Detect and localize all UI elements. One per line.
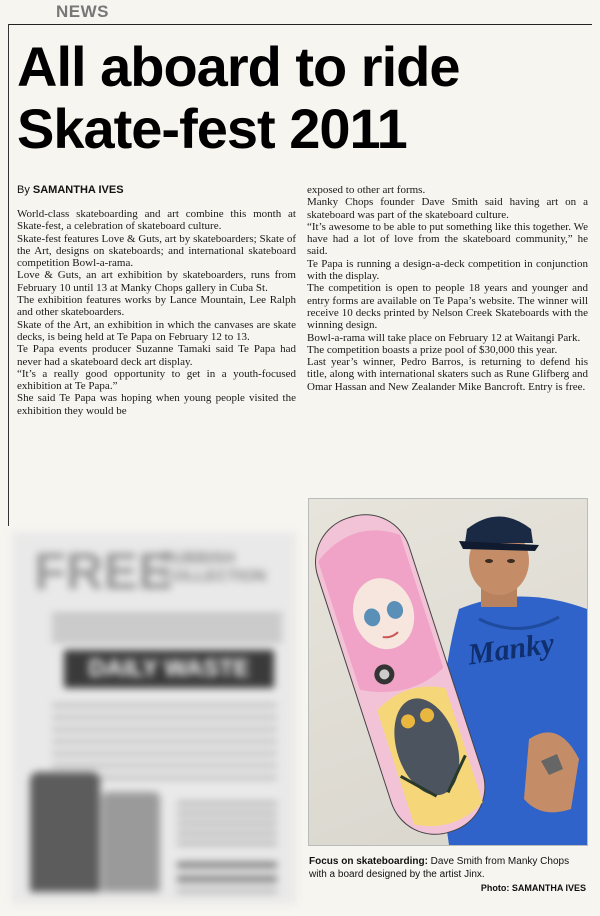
byline — [17, 184, 124, 196]
ad-wheelie-bin-light — [102, 792, 160, 892]
article-paragraph: World-class skateboarding and art combine this month at Skate-fest, a celebration of skateboard culture. — [17, 208, 296, 233]
top-rule — [8, 24, 592, 25]
headline-line-1: All aboard to ride — [17, 35, 460, 98]
article-paragraph: Skate of the Art, an exhibition in which the canvases are skate decks, is being held at Te Papa on February 12 to 13. — [17, 318, 296, 343]
caption-text: Dave Smith from Manky Chops with a board designed by the artist Jinx. — [309, 856, 570, 880]
headline — [17, 36, 592, 160]
advertisement-blurred — [12, 532, 296, 904]
byline-prefix: By — [17, 184, 30, 196]
article-column-left — [17, 208, 296, 417]
ad-bullets — [177, 802, 277, 852]
photo-illustration — [309, 499, 587, 845]
ad-rubbish-text: RUBBISH COLLECTION — [162, 550, 266, 585]
article-paragraph: “It’s awesome to be able to put something like this together. We have had a lot of love from the skateboard community,” he said. — [307, 220, 588, 258]
byline-author: SAMANTHA IVES — [32, 184, 124, 196]
ad-small-text — [52, 614, 282, 642]
article-paragraph: Love & Guts, an art exhibition by skateboarders, runs from February 10 until 13 at Manky Chops gallery in Cuba St. — [17, 269, 296, 294]
article-paragraph: Te Papa events producer Suzanne Tamaki said Te Papa had never had a skateboard deck art display. — [17, 343, 296, 368]
article-paragraph: Te Papa is running a design-a-deck competition in conjunction with the display. — [307, 257, 588, 283]
caption-lead: Focus on skateboarding: — [309, 856, 428, 867]
section-tag: NEWS — [56, 2, 109, 21]
photo-caption — [309, 856, 587, 881]
ad-phone-numbers — [177, 862, 277, 892]
article-paragraph: She said Te Papa was hoping when young people visited the exhibition they would be — [17, 392, 296, 417]
shirt-text: Manky — [465, 626, 557, 672]
article-paragraph: The competition boasts a prize pool of $30,000 this year. — [307, 343, 558, 356]
article-paragraph: Manky Chops founder Dave Smith said having art on a skateboard was part of the skateboard culture. — [307, 196, 588, 221]
article-column-right — [307, 184, 588, 393]
article-paragraph: exposed to other art forms. — [307, 184, 426, 196]
article-paragraph: The competition is open to people 18 years and younger and entry forms are available on Te Papa’s website. The winner will receive 10 decks printed by Nelson Creek Skateboards with the winning design. — [307, 282, 588, 332]
ad-banner: DAILY WASTE — [64, 650, 274, 688]
article-paragraph: Bowl-a-rama will take place on February 12 at Waitangi Park. — [307, 331, 581, 344]
photo — [308, 498, 588, 846]
article-paragraph: Skate-fest features Love & Guts, art by skateboarders; Skate of the Art, designs on skateboards; and international skateboard competition Bowl-a-rama. — [17, 232, 296, 270]
article-paragraph: “It’s a really good opportunity to get in a youth-focused exhibition at Te Papa.” — [17, 367, 296, 393]
ad-free-text: FREE — [34, 543, 173, 601]
left-rule — [8, 24, 9, 526]
ad-wheelie-bin-dark — [30, 772, 100, 892]
article-paragraph: Last year’s winner, Pedro Barros, is returning to defend his title, along with international skaters such as Rune Glifberg and Omar Hassan and New Zealander Mike Bancroft. Entry is free. — [307, 356, 588, 393]
photo-credit: Photo: SAMANTHA IVES — [480, 883, 586, 893]
article-paragraph: The exhibition features works by Lance Mountain, Lee Ralph and other skateboarders. — [17, 294, 296, 319]
headline-line-2: Skate-fest 2011 — [17, 97, 407, 160]
